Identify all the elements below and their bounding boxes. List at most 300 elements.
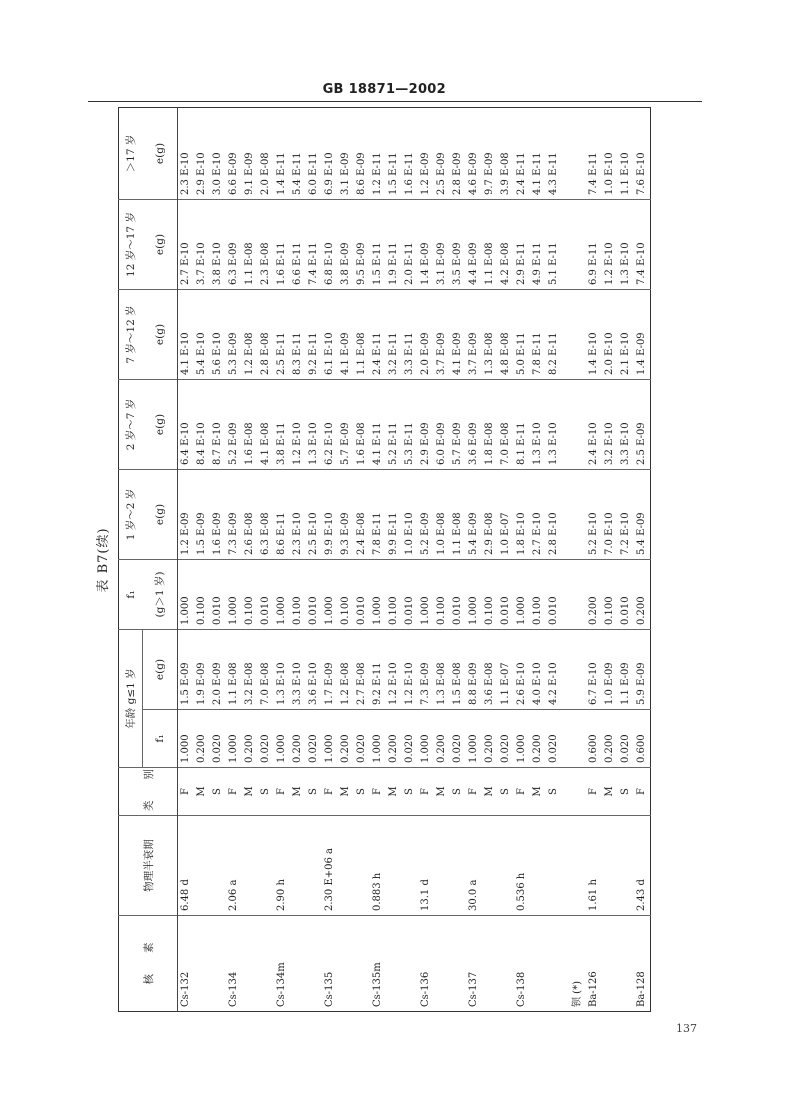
cell-e-infant: 2.0 E-09 <box>210 630 226 710</box>
cell-e-infant: 7.3 E-09 <box>418 630 434 710</box>
cell-f1-infant: 0.200 <box>386 710 402 768</box>
cell-e-2-7: 1.3 E-10 <box>546 380 562 470</box>
cell-e-12-17: 6.8 E-10 <box>322 200 338 290</box>
cell-e-1-2: 2.7 E-10 <box>530 470 546 560</box>
cell-e-7-12: 2.0 E-10 <box>602 290 618 380</box>
cell-e-over-17: 2.5 E-09 <box>434 108 450 200</box>
col-header-f1-infant: f₁ <box>143 710 178 768</box>
cell-e-infant: 1.3 E-10 <box>274 630 290 710</box>
cell-nuclide: Cs-134m <box>276 962 287 1007</box>
cell-type: F <box>586 768 602 816</box>
cell-halflife: 13.1 d <box>418 816 434 916</box>
group-label: 钡 (*) <box>572 981 583 1007</box>
cell-type: S <box>450 768 466 816</box>
cell-e-1-2: 2.8 E-10 <box>546 470 562 560</box>
cell-f1-adult: 1.000 <box>418 560 434 630</box>
cell-e-2-7: 6.2 E-10 <box>322 380 338 470</box>
cell-f1-adult: 0.100 <box>482 560 498 630</box>
cell-e-12-17: 3.1 E-09 <box>434 200 450 290</box>
table-row <box>450 108 466 1012</box>
cell-e-2-7: 5.2 E-09 <box>226 380 242 470</box>
table-row <box>402 108 418 1012</box>
cell-e-infant: 5.9 E-09 <box>634 630 651 710</box>
table-row <box>210 108 226 1012</box>
cell-e-12-17: 2.9 E-11 <box>514 200 530 290</box>
cell-type: F <box>274 768 290 816</box>
col-header-e-1-2: e(g) <box>143 470 178 560</box>
cell-type: M <box>194 768 210 816</box>
cell-e-7-12: 2.1 E-10 <box>618 290 634 380</box>
cell-e-2-7: 2.5 E-09 <box>634 380 651 470</box>
table-row <box>258 108 274 1012</box>
cell-e-2-7: 7.0 E-08 <box>498 380 514 470</box>
cell-e-2-7: 1.8 E-08 <box>482 380 498 470</box>
cell-type: M <box>530 768 546 816</box>
cell-e-1-2: 2.5 E-10 <box>306 470 322 560</box>
cell-e-12-17: 5.1 E-11 <box>546 200 562 290</box>
cell-e-12-17: 2.3 E-08 <box>258 200 274 290</box>
cell-f1-infant: 0.020 <box>354 710 370 768</box>
cell-f1-adult: 1.000 <box>226 560 242 630</box>
cell-e-7-12: 3.7 E-09 <box>434 290 450 380</box>
group-row-barium <box>570 108 586 1012</box>
cell-nuclide <box>258 916 274 1012</box>
col-header-age-over-17: ＞17 岁 <box>119 108 143 200</box>
cell-halflife <box>546 816 562 916</box>
cell-e-12-17: 4.9 E-11 <box>530 200 546 290</box>
cell-halflife <box>242 816 258 916</box>
cell-e-1-2: 1.5 E-09 <box>194 470 210 560</box>
cell-nuclide: Ba-126 <box>588 971 599 1007</box>
cell-f1-adult: 0.100 <box>602 560 618 630</box>
cell-e-infant: 7.0 E-08 <box>258 630 274 710</box>
cell-nuclide: Cs-132 <box>180 971 191 1007</box>
cell-halflife <box>338 816 354 916</box>
table-row <box>546 108 562 1012</box>
cell-f1-infant: 0.200 <box>242 710 258 768</box>
cell-f1-infant: 0.200 <box>434 710 450 768</box>
cell-halflife <box>498 816 514 916</box>
cell-e-1-2: 1.0 E-07 <box>498 470 514 560</box>
cell-f1-infant: 0.020 <box>546 710 562 768</box>
cell-e-over-17: 2.0 E-08 <box>258 108 274 200</box>
cell-e-infant: 1.9 E-09 <box>194 630 210 710</box>
cell-f1-adult: 0.010 <box>258 560 274 630</box>
cell-f1-infant: 1.000 <box>322 710 338 768</box>
cell-type: S <box>498 768 514 816</box>
cell-e-2-7: 2.4 E-10 <box>586 380 602 470</box>
cell-e-over-17: 1.6 E-11 <box>402 108 418 200</box>
cell-halflife <box>618 816 634 916</box>
cell-f1-infant: 0.200 <box>482 710 498 768</box>
cell-e-12-17: 3.7 E-10 <box>194 200 210 290</box>
cell-halflife: 0.883 h <box>370 816 386 916</box>
cell-f1-adult: 0.200 <box>634 560 651 630</box>
cell-e-12-17: 1.4 E-09 <box>418 200 434 290</box>
cell-e-2-7: 3.2 E-10 <box>602 380 618 470</box>
cell-type: F <box>418 768 434 816</box>
cell-f1-adult: 0.100 <box>194 560 210 630</box>
cell-e-2-7: 5.7 E-09 <box>338 380 354 470</box>
cell-e-2-7: 3.8 E-11 <box>274 380 290 470</box>
cell-halflife: 0.536 h <box>514 816 530 916</box>
cell-e-infant: 1.0 E-09 <box>602 630 618 710</box>
cell-e-12-17: 1.5 E-11 <box>370 200 386 290</box>
cell-f1-infant: 0.200 <box>530 710 546 768</box>
rotated-table-block <box>96 108 700 1012</box>
cell-halflife <box>290 816 306 916</box>
cell-e-infant: 6.7 E-10 <box>586 630 602 710</box>
cell-e-infant: 1.3 E-08 <box>434 630 450 710</box>
cell-e-infant: 9.2 E-11 <box>370 630 386 710</box>
cell-e-2-7: 3.3 E-10 <box>618 380 634 470</box>
cell-type: F <box>634 768 651 816</box>
cell-e-1-2: 5.4 E-09 <box>466 470 482 560</box>
cell-nuclide <box>546 916 562 1012</box>
table-row <box>482 108 498 1012</box>
cell-e-1-2: 2.9 E-08 <box>482 470 498 560</box>
cell-nuclide <box>450 916 466 1012</box>
cell-nuclide <box>530 916 546 1012</box>
table-row <box>178 108 195 1012</box>
cell-e-12-17: 1.1 E-08 <box>242 200 258 290</box>
cell-e-2-7: 4.1 E-08 <box>258 380 274 470</box>
table-row <box>498 108 514 1012</box>
cell-e-1-2: 1.1 E-08 <box>450 470 466 560</box>
cell-f1-infant: 0.020 <box>618 710 634 768</box>
cell-e-7-12: 1.4 E-09 <box>634 290 651 380</box>
cell-f1-infant: 0.200 <box>602 710 618 768</box>
table-row <box>634 108 651 1012</box>
cell-f1-infant: 0.020 <box>450 710 466 768</box>
cell-e-1-2: 7.8 E-11 <box>370 470 386 560</box>
cell-nuclide <box>402 916 418 1012</box>
cell-e-1-2: 1.6 E-09 <box>210 470 226 560</box>
cell-type: M <box>434 768 450 816</box>
table-row <box>290 108 306 1012</box>
cell-nuclide <box>602 916 618 1012</box>
cell-type: F <box>226 768 242 816</box>
cell-e-7-12: 8.3 E-11 <box>290 290 306 380</box>
cell-f1-infant: 1.000 <box>466 710 482 768</box>
cell-e-2-7: 1.6 E-08 <box>354 380 370 470</box>
cell-e-over-17: 1.2 E-11 <box>370 108 386 200</box>
col-header-age-7-12: 7 岁～12 岁 <box>119 290 143 380</box>
cell-e-12-17: 4.2 E-08 <box>498 200 514 290</box>
cell-nuclide <box>338 916 354 1012</box>
col-header-nuclide: 核 素 <box>119 916 178 1012</box>
col-header-age-2-7: 2 岁～7 岁 <box>119 380 143 470</box>
cell-type: S <box>258 768 274 816</box>
cell-f1-adult: 0.010 <box>498 560 514 630</box>
cell-e-1-2: 2.3 E-10 <box>290 470 306 560</box>
cell-e-1-2: 2.4 E-08 <box>354 470 370 560</box>
cell-halflife <box>386 816 402 916</box>
cell-f1-adult: 0.100 <box>530 560 546 630</box>
cell-f1-adult: 1.000 <box>322 560 338 630</box>
cell-e-1-2: 8.6 E-11 <box>274 470 290 560</box>
cell-nuclide <box>354 916 370 1012</box>
cell-e-infant: 1.2 E-10 <box>402 630 418 710</box>
cell-e-1-2: 2.6 E-08 <box>242 470 258 560</box>
cell-halflife <box>434 816 450 916</box>
cell-f1-adult: 1.000 <box>466 560 482 630</box>
cell-f1-infant: 0.600 <box>634 710 651 768</box>
cell-halflife <box>210 816 226 916</box>
cell-e-infant: 1.1 E-07 <box>498 630 514 710</box>
cell-type: F <box>466 768 482 816</box>
table-row <box>618 108 634 1012</box>
cell-e-2-7: 1.6 E-08 <box>242 380 258 470</box>
cell-halflife: 2.06 a <box>226 816 242 916</box>
cell-e-2-7: 1.2 E-10 <box>290 380 306 470</box>
cell-e-infant: 2.7 E-08 <box>354 630 370 710</box>
cell-type: F <box>178 768 195 816</box>
cell-e-7-12: 2.4 E-11 <box>370 290 386 380</box>
standard-number: GB 18871—2002 <box>322 82 446 97</box>
cell-halflife: 1.61 h <box>586 816 602 916</box>
cell-e-7-12: 5.6 E-10 <box>210 290 226 380</box>
table-row <box>386 108 402 1012</box>
cell-f1-adult: 0.010 <box>354 560 370 630</box>
cell-e-1-2: 9.3 E-09 <box>338 470 354 560</box>
cell-halflife <box>402 816 418 916</box>
table-row <box>194 108 210 1012</box>
cell-e-7-12: 7.8 E-11 <box>530 290 546 380</box>
col-header-halflife: 物理半衰期 <box>119 816 178 916</box>
table-row <box>530 108 546 1012</box>
cell-type: S <box>546 768 562 816</box>
table-row <box>322 108 338 1012</box>
cell-e-infant: 4.0 E-10 <box>530 630 546 710</box>
col-header-infant-group: 年龄 g≤1 岁 <box>119 630 143 768</box>
cell-e-12-17: 6.3 E-09 <box>226 200 242 290</box>
cell-e-infant: 1.1 E-08 <box>226 630 242 710</box>
table-row <box>354 108 370 1012</box>
cell-f1-adult: 1.000 <box>178 560 195 630</box>
cell-e-over-17: 1.5 E-11 <box>386 108 402 200</box>
table-row <box>306 108 322 1012</box>
cell-e-2-7: 1.3 E-10 <box>306 380 322 470</box>
cell-e-infant: 3.6 E-10 <box>306 630 322 710</box>
cell-e-infant: 2.6 E-10 <box>514 630 530 710</box>
cell-e-infant: 1.7 E-09 <box>322 630 338 710</box>
cell-e-7-12: 9.2 E-11 <box>306 290 322 380</box>
cell-e-7-12: 3.3 E-11 <box>402 290 418 380</box>
cell-f1-adult: 0.100 <box>434 560 450 630</box>
cell-nuclide <box>386 916 402 1012</box>
cell-e-12-17: 1.3 E-10 <box>618 200 634 290</box>
table-row <box>370 108 386 1012</box>
header-rule <box>88 101 702 102</box>
cell-nuclide: Cs-137 <box>468 971 479 1007</box>
cell-e-infant: 1.2 E-10 <box>386 630 402 710</box>
cell-nuclide <box>618 916 634 1012</box>
cell-nuclide: Cs-136 <box>420 971 431 1007</box>
cell-e-infant: 3.3 E-10 <box>290 630 306 710</box>
cell-halflife <box>194 816 210 916</box>
cell-e-12-17: 1.9 E-11 <box>386 200 402 290</box>
cell-e-2-7: 8.1 E-11 <box>514 380 530 470</box>
cell-e-over-17: 7.4 E-11 <box>586 108 602 200</box>
table-row <box>274 108 290 1012</box>
cell-e-2-7: 2.9 E-09 <box>418 380 434 470</box>
cell-e-7-12: 5.3 E-09 <box>226 290 242 380</box>
cell-f1-adult: 0.010 <box>546 560 562 630</box>
cell-e-over-17: 2.8 E-09 <box>450 108 466 200</box>
cell-f1-adult: 1.000 <box>514 560 530 630</box>
cell-e-1-2: 1.0 E-10 <box>402 470 418 560</box>
cell-f1-infant: 0.020 <box>258 710 274 768</box>
cell-e-over-17: 3.0 E-10 <box>210 108 226 200</box>
cell-e-over-17: 6.6 E-09 <box>226 108 242 200</box>
cell-e-12-17: 6.9 E-11 <box>586 200 602 290</box>
page-number: 137 <box>676 1022 697 1035</box>
cell-e-infant: 1.5 E-09 <box>178 630 195 710</box>
col-header-e-2-7: e(g) <box>143 380 178 470</box>
cell-e-2-7: 8.4 E-10 <box>194 380 210 470</box>
cell-type: F <box>514 768 530 816</box>
cell-e-7-12: 1.3 E-08 <box>482 290 498 380</box>
cell-e-7-12: 8.2 E-11 <box>546 290 562 380</box>
cell-type: F <box>322 768 338 816</box>
cell-f1-infant: 1.000 <box>514 710 530 768</box>
cell-f1-infant: 0.020 <box>210 710 226 768</box>
cell-e-over-17: 1.0 E-10 <box>602 108 618 200</box>
cell-e-12-17: 3.5 E-09 <box>450 200 466 290</box>
cell-e-1-2: 7.0 E-10 <box>602 470 618 560</box>
table-spacer-row <box>562 108 570 1012</box>
col-header-age-12-17: 12 岁～17 岁 <box>119 200 143 290</box>
cell-halflife <box>306 816 322 916</box>
cell-e-7-12: 4.8 E-08 <box>498 290 514 380</box>
cell-nuclide: Cs-135m <box>372 962 383 1007</box>
cell-e-1-2: 5.2 E-10 <box>586 470 602 560</box>
col-header-e-infant: e(g) <box>143 630 178 710</box>
cell-halflife: 2.43 d <box>634 816 651 916</box>
cell-e-over-17: 4.6 E-09 <box>466 108 482 200</box>
cell-type: S <box>402 768 418 816</box>
table-row <box>226 108 242 1012</box>
table-row <box>602 108 618 1012</box>
cell-type: S <box>354 768 370 816</box>
cell-e-12-17: 7.4 E-10 <box>634 200 651 290</box>
cell-e-over-17: 2.3 E-10 <box>178 108 195 200</box>
cell-nuclide <box>242 916 258 1012</box>
cell-f1-infant: 1.000 <box>274 710 290 768</box>
cell-e-over-17: 6.0 E-11 <box>306 108 322 200</box>
cell-e-over-17: 7.6 E-10 <box>634 108 651 200</box>
cell-type: S <box>306 768 322 816</box>
cell-e-7-12: 1.4 E-10 <box>586 290 602 380</box>
cell-e-infant: 8.8 E-09 <box>466 630 482 710</box>
cell-halflife <box>482 816 498 916</box>
cell-nuclide <box>290 916 306 1012</box>
table-row <box>418 108 434 1012</box>
cell-type: M <box>602 768 618 816</box>
cell-type: S <box>210 768 226 816</box>
cell-halflife: 2.30 E+06 a <box>322 816 338 916</box>
cell-type: M <box>338 768 354 816</box>
cell-type: M <box>290 768 306 816</box>
cell-nuclide <box>306 916 322 1012</box>
cell-nuclide <box>194 916 210 1012</box>
cell-e-over-17: 5.4 E-11 <box>290 108 306 200</box>
cell-f1-adult: 1.000 <box>370 560 386 630</box>
cell-f1-infant: 0.200 <box>194 710 210 768</box>
cell-e-7-12: 5.4 E-10 <box>194 290 210 380</box>
table-row <box>466 108 482 1012</box>
cell-e-2-7: 6.0 E-09 <box>434 380 450 470</box>
cell-f1-adult: 0.010 <box>450 560 466 630</box>
cell-e-7-12: 3.7 E-09 <box>466 290 482 380</box>
cell-type: M <box>242 768 258 816</box>
col-header-type: 类 别 <box>119 768 178 816</box>
cell-e-over-17: 1.4 E-11 <box>274 108 290 200</box>
cell-e-7-12: 6.1 E-10 <box>322 290 338 380</box>
table-row <box>338 108 354 1012</box>
cell-e-7-12: 4.1 E-09 <box>450 290 466 380</box>
cell-e-over-17: 4.3 E-11 <box>546 108 562 200</box>
cell-e-over-17: 3.9 E-08 <box>498 108 514 200</box>
cell-e-7-12: 3.2 E-11 <box>386 290 402 380</box>
table-row <box>514 108 530 1012</box>
cell-e-12-17: 1.1 E-08 <box>482 200 498 290</box>
cell-e-over-17: 3.1 E-09 <box>338 108 354 200</box>
cell-e-over-17: 1.2 E-09 <box>418 108 434 200</box>
cell-nuclide <box>498 916 514 1012</box>
cell-e-12-17: 7.4 E-11 <box>306 200 322 290</box>
cell-type: M <box>386 768 402 816</box>
cell-e-over-17: 1.1 E-10 <box>618 108 634 200</box>
cell-f1-adult: 1.000 <box>274 560 290 630</box>
cell-e-over-17: 2.9 E-10 <box>194 108 210 200</box>
cell-halflife <box>602 816 618 916</box>
cell-halflife: 6.48 d <box>178 816 195 916</box>
cell-type: S <box>618 768 634 816</box>
cell-f1-adult: 0.100 <box>386 560 402 630</box>
cell-nuclide <box>482 916 498 1012</box>
cell-e-1-2: 1.8 E-10 <box>514 470 530 560</box>
cell-halflife: 2.90 h <box>274 816 290 916</box>
cell-e-1-2: 7.2 E-10 <box>618 470 634 560</box>
cell-halflife <box>530 816 546 916</box>
table-row <box>586 108 602 1012</box>
cell-e-12-17: 2.7 E-10 <box>178 200 195 290</box>
cell-e-over-17: 6.9 E-10 <box>322 108 338 200</box>
cell-e-12-17: 9.5 E-09 <box>354 200 370 290</box>
cell-e-7-12: 4.1 E-09 <box>338 290 354 380</box>
cell-e-2-7: 5.2 E-11 <box>386 380 402 470</box>
table-caption: 表 B7(续) <box>96 527 111 593</box>
cell-f1-infant: 1.000 <box>178 710 195 768</box>
dose-coefficient-table <box>118 107 651 1012</box>
cell-f1-infant: 0.600 <box>586 710 602 768</box>
cell-f1-adult: 0.100 <box>290 560 306 630</box>
cell-f1-infant: 0.200 <box>338 710 354 768</box>
cell-e-12-17: 3.8 E-10 <box>210 200 226 290</box>
cell-f1-infant: 0.020 <box>402 710 418 768</box>
cell-e-1-2: 6.3 E-08 <box>258 470 274 560</box>
cell-e-2-7: 6.4 E-10 <box>178 380 195 470</box>
cell-e-7-12: 1.2 E-08 <box>242 290 258 380</box>
cell-e-1-2: 9.9 E-11 <box>386 470 402 560</box>
cell-f1-adult: 0.010 <box>402 560 418 630</box>
cell-e-2-7: 1.3 E-10 <box>530 380 546 470</box>
cell-e-7-12: 1.1 E-08 <box>354 290 370 380</box>
cell-e-7-12: 2.8 E-08 <box>258 290 274 380</box>
cell-f1-infant: 1.000 <box>370 710 386 768</box>
